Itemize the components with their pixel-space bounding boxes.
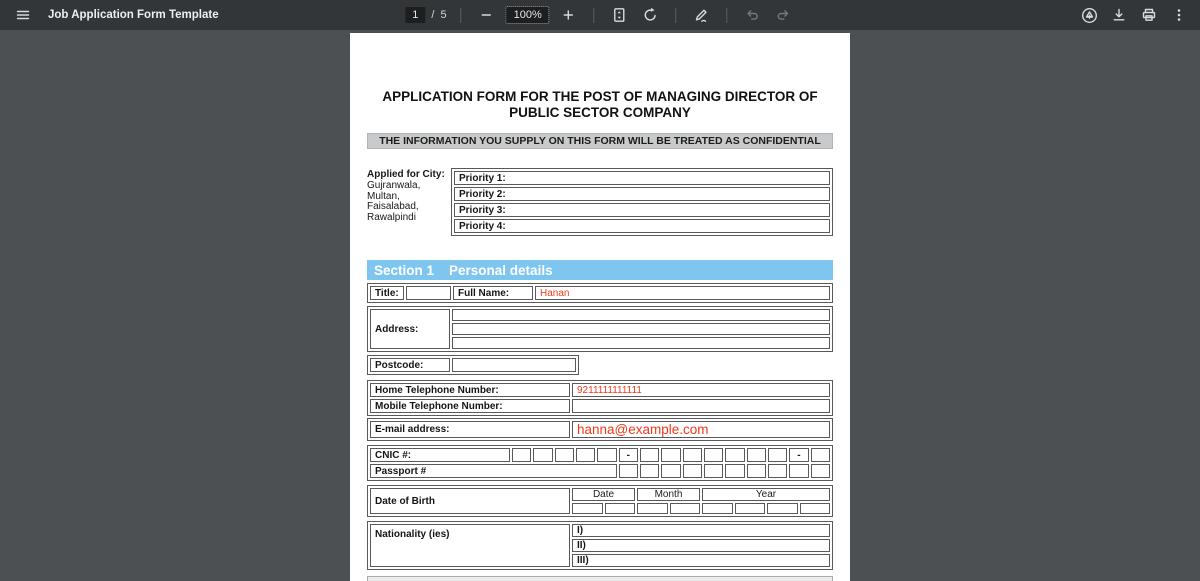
next-table-partial	[367, 576, 833, 581]
cnic-dash-separator: -	[619, 448, 638, 462]
home-phone-label: Home Telephone Number:	[370, 383, 570, 397]
priority-table	[451, 168, 833, 236]
dob-date-header: Date	[572, 488, 635, 501]
zoom-out-icon[interactable]	[476, 4, 498, 26]
nationality-2-field[interactable]: II)	[572, 539, 830, 552]
mobile-phone-label: Mobile Telephone Number:	[370, 399, 570, 413]
document-title: Job Application Form Template	[48, 9, 219, 21]
toolbar-divider	[461, 8, 462, 23]
download-icon[interactable]	[1108, 4, 1130, 26]
city-option: Multan,	[367, 190, 400, 202]
more-options-icon[interactable]	[1168, 4, 1190, 26]
page-total: 5	[440, 9, 447, 21]
dob-year-digit-cell[interactable]	[800, 503, 831, 514]
print-icon[interactable]	[1138, 4, 1160, 26]
cnic-digit-cell[interactable]	[768, 448, 787, 462]
passport-digit-cell[interactable]	[661, 464, 680, 478]
phone-table	[367, 380, 833, 416]
passport-label: Passport #	[370, 464, 617, 478]
cnic-digit-cell[interactable]	[811, 448, 830, 462]
cnic-digit-cell[interactable]	[704, 448, 723, 462]
dob-month-digit-cell[interactable]	[637, 503, 668, 514]
dob-month-digit-cell[interactable]	[670, 503, 701, 514]
cnic-dash-separator: -	[789, 448, 808, 462]
address-label: Address:	[370, 309, 450, 349]
passport-digit-cell[interactable]	[747, 464, 766, 478]
cnic-digit-cell[interactable]	[747, 448, 766, 462]
city-option: Faisalabad,	[367, 201, 419, 213]
annotate-pen-icon[interactable]	[691, 4, 713, 26]
address-line-2-field[interactable]	[452, 323, 830, 335]
postcode-table	[367, 355, 579, 375]
city-option: Rawalpindi	[367, 212, 416, 224]
passport-digit-cell[interactable]	[683, 464, 702, 478]
cnic-digit-cell[interactable]	[640, 448, 659, 462]
dob-year-digit-cell[interactable]	[735, 503, 766, 514]
dob-year-digit-cell[interactable]	[767, 503, 798, 514]
email-field[interactable]: hanna@example.com	[572, 421, 830, 438]
save-to-drive-icon[interactable]	[1078, 4, 1100, 26]
postcode-label: Postcode:	[370, 358, 450, 372]
nationality-label: Nationality (ies)	[370, 524, 570, 567]
priority-2-field[interactable]: Priority 2:	[454, 187, 830, 201]
cnic-digit-cell[interactable]	[683, 448, 702, 462]
full-name-label: Full Name:	[453, 286, 533, 300]
pdf-viewer-toolbar	[0, 0, 1200, 30]
passport-digit-cell[interactable]	[704, 464, 723, 478]
redo-icon[interactable]	[773, 4, 795, 26]
page-number-input[interactable]: 1	[405, 7, 425, 23]
dob-date-digit-cell[interactable]	[605, 503, 636, 514]
cnic-digit-cell[interactable]	[576, 448, 595, 462]
cnic-digit-cell[interactable]	[512, 448, 531, 462]
zoom-level-input[interactable]: 100%	[507, 7, 549, 23]
form-title: APPLICATION FORM FOR THE POST OF MANAGING DIRECTOR OF PUBLIC SECTOR COMPANY	[382, 89, 818, 120]
dob-table	[367, 485, 833, 517]
zoom-in-icon[interactable]	[558, 4, 580, 26]
cnic-passport-table	[367, 445, 833, 481]
email-table	[367, 418, 833, 441]
cnic-digit-cell[interactable]	[661, 448, 680, 462]
toolbar-divider	[727, 8, 728, 23]
toolbar-divider	[594, 8, 595, 23]
postcode-field[interactable]	[452, 358, 576, 372]
applied-for-city-label-block	[367, 168, 451, 236]
section-name: Personal details	[449, 262, 553, 278]
passport-digit-cell[interactable]	[768, 464, 787, 478]
home-phone-field[interactable]: 9211111111111	[572, 383, 830, 397]
nationality-table	[367, 521, 833, 570]
dob-label: Date of Birth	[370, 488, 570, 514]
passport-digit-cell[interactable]	[811, 464, 830, 478]
name-row-table	[367, 283, 833, 303]
undo-icon[interactable]	[742, 4, 764, 26]
passport-digit-cell[interactable]	[789, 464, 808, 478]
title-label: Title:	[370, 286, 404, 300]
passport-digit-cell[interactable]	[640, 464, 659, 478]
confidential-notice: THE INFORMATION YOU SUPPLY ON THIS FORM WILL BE TREATED AS CONFIDENTIAL	[367, 133, 833, 149]
page-separator: /	[431, 9, 435, 21]
toolbar-divider	[676, 8, 677, 23]
menu-icon[interactable]	[12, 4, 34, 26]
address-line-3-field[interactable]	[452, 337, 830, 349]
dob-year-header: Year	[702, 488, 830, 501]
passport-digit-cell[interactable]	[725, 464, 744, 478]
passport-digit-cell[interactable]	[619, 464, 638, 478]
mobile-phone-field[interactable]	[572, 399, 830, 413]
pdf-page-1	[350, 33, 850, 581]
cnic-digit-cell[interactable]	[597, 448, 616, 462]
full-name-field[interactable]: Hanan	[535, 286, 830, 300]
section-1-header	[367, 260, 833, 280]
pdf-viewer-canvas	[0, 30, 1200, 581]
dob-month-header: Month	[637, 488, 700, 501]
priority-1-field[interactable]: Priority 1:	[454, 171, 830, 185]
title-field[interactable]	[406, 286, 451, 300]
address-line-1-field[interactable]	[452, 309, 830, 321]
address-table	[367, 306, 833, 352]
email-label: E-mail address:	[370, 421, 570, 438]
section-number: Section 1	[374, 262, 435, 278]
nationality-3-field[interactable]: III)	[572, 554, 830, 567]
city-option: Gujranwala,	[367, 179, 421, 191]
applied-for-city-block	[367, 168, 833, 236]
dob-year-digit-cell[interactable]	[702, 503, 733, 514]
dob-date-digit-cell[interactable]	[572, 503, 603, 514]
nationality-1-field[interactable]: I)	[572, 524, 830, 537]
priority-4-field[interactable]: Priority 4:	[454, 219, 830, 233]
applied-for-city-label: Applied for City:	[367, 169, 445, 180]
rotate-icon[interactable]	[640, 4, 662, 26]
fit-to-page-icon[interactable]	[609, 4, 631, 26]
cnic-digit-cell[interactable]	[725, 448, 744, 462]
cnic-digit-cell[interactable]	[555, 448, 574, 462]
cnic-digit-cell[interactable]	[533, 448, 552, 462]
priority-3-field[interactable]: Priority 3:	[454, 203, 830, 217]
cnic-label: CNIC #:	[370, 448, 510, 462]
